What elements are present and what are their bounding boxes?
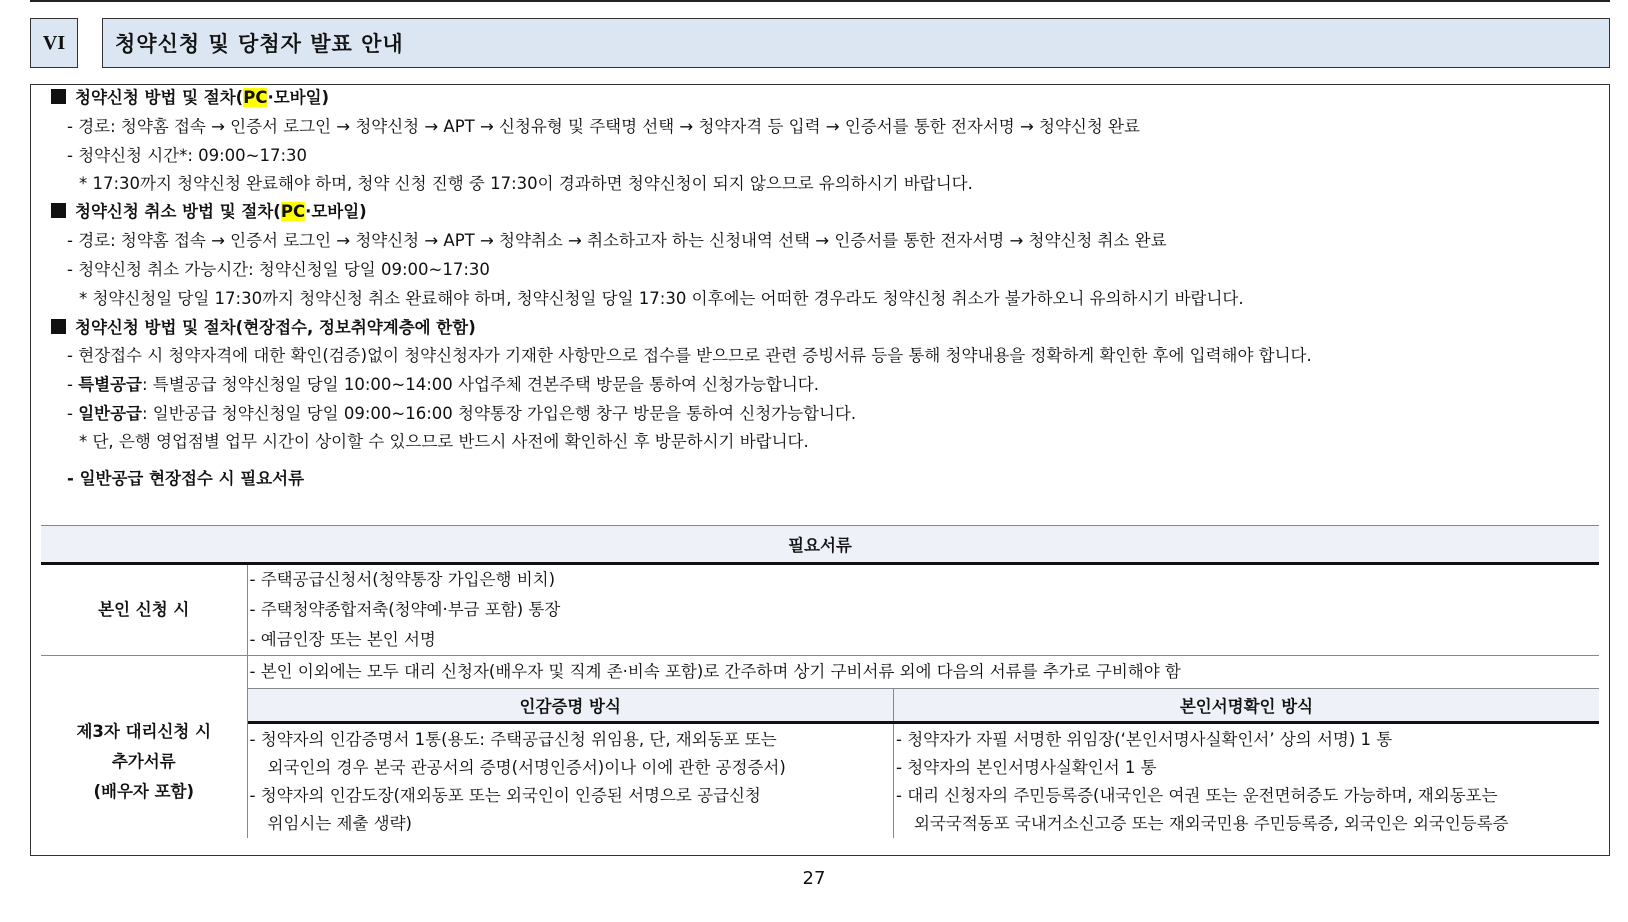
square-bullet-icon [51, 319, 66, 334]
self-apply-label: 본인 신청 시 [41, 564, 247, 656]
list-item: - 주택청약종합저축(청약예·부금 포함) 통장 [249, 600, 561, 619]
list-item: - 청약자의 인감도장(재외동포 또는 외국인이 인증된 서명으로 공급신청 [249, 786, 761, 805]
proxy-apply-label: 제3자 대리신청 시 추가서류 (배우자 포함) [41, 656, 247, 839]
required-documents-table [41, 525, 1599, 838]
square-bullet-icon [51, 89, 66, 104]
block1-line: - 청약신청 시간*: 09:00~17:30 [67, 146, 308, 165]
table-row [41, 656, 1599, 839]
seal-method-items [248, 723, 894, 839]
table-header: 필요서류 [41, 526, 1599, 564]
block2-line: - 경로: 청약홈 접속 → 인증서 로그인 → 청약신청 → APT → 청약취소 → 취소하고자 하는 신청내역 선택 → 인증서를 통한 전자서명 → 청약신청 취소 완료 [67, 231, 1167, 250]
list-item: 외국인의 경우 본국 관공서의 증명(서명인증서)이나 이에 관한 공정증서) [267, 758, 786, 777]
signature-method-header: 본인서명확인 방식 [894, 689, 1600, 723]
seal-method-header: 인감증명 방식 [248, 689, 894, 723]
list-item: - 청약자가 자필 서명한 위임장(‘본인서명사실확인서’ 상의 서명) 1 통 [896, 730, 1393, 749]
block1-line: - 경로: 청약홈 접속 → 인증서 로그인 → 청약신청 → APT → 신청유형 및 주택명 선택 → 청약자격 등 입력 → 인증서를 통한 전자서명 → 청약신청 완료 [67, 117, 1140, 136]
block3-general: - 일반공급: 일반공급 청약신청일 당일 09:00~16:00 청약통장 가입은행 창구 방문을 통하여 신청가능합니다. [67, 404, 857, 423]
docs-heading: - 일반공급 현장접수 시 필요서류 [67, 469, 305, 488]
block1-title: 청약신청 방법 및 절차(PC·모바일) [51, 87, 329, 109]
self-apply-items [247, 564, 1599, 656]
list-item: - 청약자의 인감증명서 1통(용도: 주택공급신청 위임용, 단, 재외동포 또는 [249, 730, 777, 749]
list-item: - 예금인장 또는 본인 서명 [249, 630, 436, 649]
section-header [30, 18, 1610, 68]
list-item: - 대리 신청자의 주민등록증(내국인은 여권 또는 운전면허증도 가능하며, 재외동포는 [896, 786, 1498, 805]
list-item: - 주택공급신청서(청약통장 가입은행 비치) [249, 570, 556, 589]
block1-note: * 17:30까지 청약신청 완료해야 하며, 청약 신청 진행 중 17:30이 경과하면 청약신청이 되지 않으므로 유의하시기 바랍니다. [79, 174, 973, 193]
block3-note: * 단, 은행 영업점별 업무 시간이 상이할 수 있으므로 반드시 사전에 확인하신 후 방문하시기 바랍니다. [79, 432, 809, 451]
section-number: VI [30, 18, 78, 68]
signature-method-items [894, 723, 1600, 839]
list-item: 외국국적동포 국내거소신고증 또는 재외국민용 주민등록증, 외국인은 외국인등록증 [914, 814, 1509, 833]
list-item: - 청약자의 본인서명사실확인서 1 통 [896, 758, 1157, 777]
proxy-intro: - 본인 이외에는 모두 대리 신청자(배우자 및 직계 존·비속 포함)로 간주하며 상기 구비서류 외에 다음의 서류를 추가로 구비해야 함 [249, 662, 1181, 681]
block3-special: - 특별공급: 특별공급 청약신청일 당일 10:00~14:00 사업주체 견본주택 방문을 통하여 신청가능합니다. [67, 375, 819, 394]
table-row [41, 564, 1599, 656]
proxy-apply-details [247, 656, 1599, 839]
top-rule [30, 0, 1610, 2]
content-box [30, 84, 1610, 856]
page-number: 27 [802, 868, 826, 889]
block2-title: 청약신청 취소 방법 및 절차(PC·모바일) [51, 201, 367, 223]
proxy-sub-table [248, 688, 1600, 838]
block3-title: 청약신청 방법 및 절차(현장접수, 정보취약계층에 한함) [51, 317, 476, 339]
square-bullet-icon [51, 203, 66, 218]
block2-line: - 청약신청 취소 가능시간: 청약신청일 당일 09:00~17:30 [67, 260, 490, 279]
section-title: 청약신청 및 당첨자 발표 안내 [102, 18, 1610, 68]
block3-line: - 현장접수 시 청약자격에 대한 확인(검증)없이 청약신청자가 기재한 사항만으로 접수를 받으므로 관련 증빙서류 등을 통해 청약내용을 정확하게 확인한 후에 입력해야 합니다. [67, 346, 1312, 365]
list-item: 위임시는 제출 생략) [267, 814, 412, 833]
block2-note: * 청약신청일 당일 17:30까지 청약신청 취소 완료해야 하며, 청약신청일 당일 17:30 이후에는 어떠한 경우라도 청약신청 취소가 불가하오니 유의하시기 바랍니다. [79, 289, 1244, 308]
